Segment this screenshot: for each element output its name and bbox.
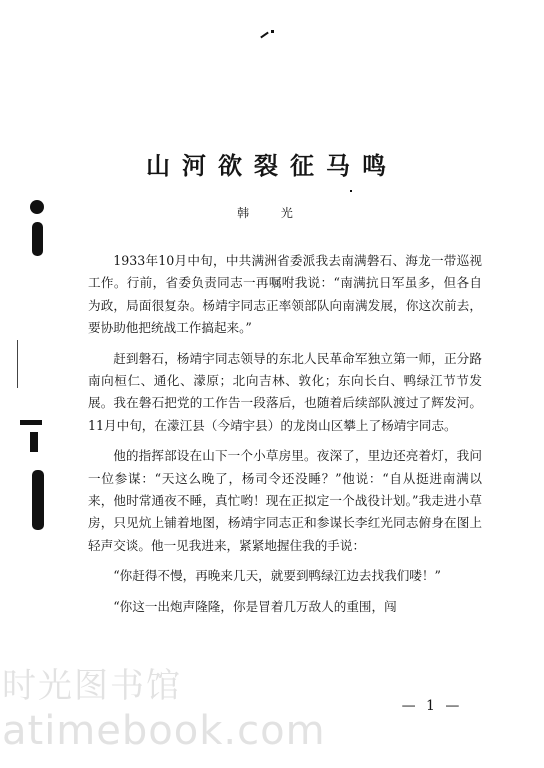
watermark-url: atimebook.com: [2, 708, 326, 754]
paragraph: “你赶得不慢，再晚来几天，就要到鸭绿江边去找我们喽！”: [113, 568, 441, 584]
paragraph: 1933年10月中旬，中共满洲省委派我去南满磐石、海龙一带巡视工作。行前，省委负责同志一再嘱咐我说：“南满抗日军虽多，但各自为政，局面很复杂。杨靖宇同志正率领部队向南满发展，你这次前去，要协助他把统战工作搞起来。”: [88, 253, 482, 336]
page-number: — 1 —: [401, 698, 463, 714]
paragraph: 赶到磐石，杨靖宇同志领导的东北人民革命军独立第一师，正分路南向桓仁、通化、濛原；北向吉林、敦化；东向长白、鸭绿江节节发展。我在磐石把党的工作告一段落后，也随着后续部队渡过了辉发河。11月中旬，在濛江县（今靖宇县）的龙岗山区攀上了杨靖宇同志。: [88, 350, 482, 433]
article-title: 山河欲裂征马鸣: [146, 151, 398, 180]
binding-mark-5: [32, 470, 44, 530]
stray-dot: [350, 190, 352, 192]
paragraph: “你这一出炮声隆隆，你是冒着几万敌人的重围，闯: [113, 598, 397, 614]
binding-mark-3: [20, 420, 42, 425]
binding-mark-4: [30, 432, 38, 452]
scan-mark-top-dot: [271, 30, 274, 33]
scan-mark-top: [260, 32, 269, 39]
paragraph: 他的指挥部设在山下一个小草房里。夜深了，里边还亮着灯，我问一位参谋：“天这么晚了，杨司令还没睡？”他说：“自从挺进南满以来，他时常通夜不睡，真忙哟！现在正拟定一个战役计划。”我走进小草房，只见炕上铺着地图，杨靖宇同志正和参谋长李红光同志俯身在图上轻声交谈。他一见我进来，紧紧地握住我的手说：: [88, 448, 482, 553]
watermark-site-name: 时光图书馆: [2, 666, 182, 706]
article-author: 韩 光: [237, 206, 307, 220]
binding-line: [17, 340, 18, 388]
article-body: [88, 250, 482, 626]
binding-mark-2: [32, 222, 43, 256]
